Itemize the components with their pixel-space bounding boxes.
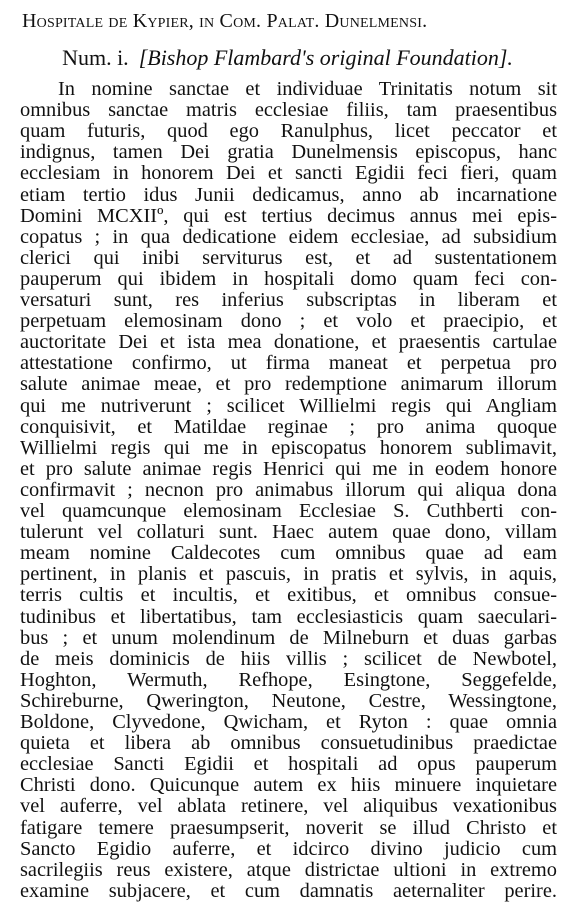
- charter-subtitle: [Bishop Flambard's original Foundation].: [138, 45, 513, 70]
- text-line: versaturi sunt, res inferius subscriptas in liberam et: [20, 289, 557, 311]
- text-line: meam nomine Caldecotes cum omnibus quae ad eam: [20, 542, 557, 565]
- text-line: fatigare temere praesumpserit, noverit se illud Christo et: [20, 816, 557, 839]
- text-line: salute animae meae, et pro redemptione animarum illorum: [20, 373, 557, 396]
- text-line: etiam tertio idus Junii dedicamus, anno ab incarnatione: [20, 183, 557, 206]
- text-line: confirmavit ; necnon pro animabus illorum qui aliqua dona: [20, 478, 557, 501]
- text-line: ecclesiam in honorem Dei et sancti Egidii feci fieri, quam: [20, 162, 557, 185]
- charter-heading: [0, 43, 575, 73]
- text-line: sacrilegiis reus existere, atque districtae ultioni in extremo: [20, 858, 557, 881]
- text-line: omnibus sanctae matris ecclesiae filiis, tam praesentibus: [20, 99, 557, 122]
- text-line: Hoghton, Wermuth, Refhope, Esingtone, Seggefelde,: [20, 668, 557, 691]
- text-line: et pro salute animae regis Henrici qui me in eodem honore: [20, 457, 557, 480]
- text-line: bus ; et unum molendinum de Milneburn et duas garbas: [20, 626, 557, 649]
- text-line: terris cultis et incultis, et exitibus, et omnibus consue-: [20, 584, 557, 607]
- text-line: attestatione confirmo, ut firma maneat et perpetua pro: [20, 352, 557, 375]
- text-line: vel auferre, vel ablata retinere, vel aliquibus vexationibus: [20, 795, 557, 818]
- text-line: indignus, tamen Dei gratia Dunelmensis episcopus, hanc: [20, 141, 557, 164]
- text-line: quam futuris, quod ego Ranulphus, licet peccator et: [20, 120, 557, 143]
- charter-number: Num. i.: [62, 45, 129, 70]
- text-line: In nomine sanctae et individuae Trinitatis notum sit: [58, 78, 557, 100]
- text-line: Christi dono. Quicunque autem ex hiis minuere inquietare: [20, 774, 557, 797]
- text-line: tulerunt vel collaturi sunt. Haec autem quae dono, villam: [20, 521, 557, 544]
- text-line: qui me nutriverunt ; scilicet Willielmi regis qui Angliam: [20, 394, 557, 417]
- text-line: auctoritate Dei et ista mea donatione, et praesentis cartulae: [20, 331, 557, 354]
- text-line: Boldone, Clyvedone, Qwicham, et Ryton : quae omnia: [20, 711, 557, 733]
- text-line: examine subjacere, et cum damnatis aeternaliter perire.: [20, 879, 557, 902]
- text-line: de meis dominicis de hiis villis ; scilicet de Newbotel,: [20, 647, 557, 670]
- text-line: pertinent, in planis et pascuis, in pratis et sylvis, in aquis,: [20, 563, 557, 586]
- text-line: clerici qui inibi serviturus est, et ad sustentationem: [20, 246, 557, 269]
- text-line: quieta et libera ab omnibus consuetudinibus praedictae: [20, 732, 557, 755]
- text-line: copatus ; in qua dedicatione eidem ecclesiae, ad subsidium: [20, 225, 557, 248]
- text-line: pauperum qui ibidem in hospitali domo quam feci con-: [20, 267, 557, 290]
- running-title: Hospitale de Kypier, in Com. Palat. Dunelmensi.: [22, 10, 428, 32]
- text-line: conquisivit, et Matildae reginae ; pro anima quoque: [20, 415, 557, 438]
- text-line: ecclesiae Sancti Egidii et hospitali ad opus pauperum: [20, 753, 557, 776]
- text-line: Sancto Egidio auferre, et idcirco divino judicio cum: [20, 837, 557, 860]
- text-line: vel quamcunque elemosinam Ecclesiae S. Cuthberti con-: [20, 500, 557, 522]
- text-line: Schireburne, Qwerington, Neutone, Cestre, Wessingtone,: [20, 689, 557, 712]
- text-line: perpetuam elemosinam dono ; et volo et praecipio, et: [20, 310, 557, 333]
- text-line: Domini MCXIIº, qui est tertius decimus annus mei epis-: [20, 204, 557, 227]
- text-line: Willielmi regis qui me in episcopatus honorem sublimavit,: [20, 436, 557, 459]
- text-line: tudinibus et libertatibus, tam ecclesiasticis quam saeculari-: [20, 605, 557, 628]
